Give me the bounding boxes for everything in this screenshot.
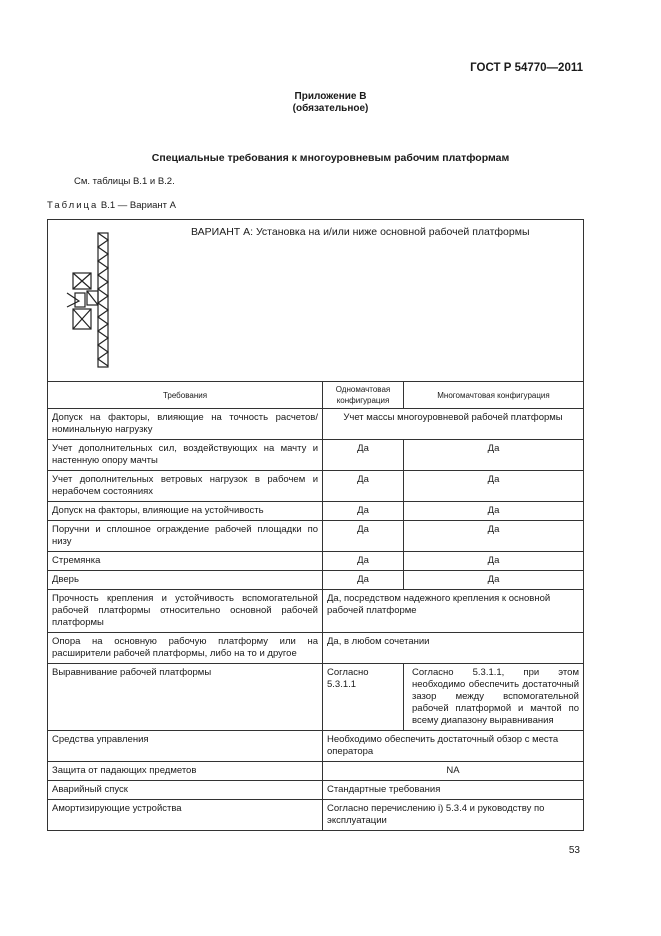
merged-value-cell: Да, посредством надежного крепления к основной рабочей платформе: [323, 590, 584, 633]
requirement-cell: Учет дополнительных сил, воздействующих на мачту и настенную опору мачты: [48, 440, 323, 471]
table-row: [48, 521, 584, 552]
single-mast-cell: Согласно 5.3.1.1: [323, 664, 404, 731]
table-caption-label: Таблица: [47, 200, 99, 211]
merged-value-cell: Согласно перечислению i) 5.3.4 и руководству по эксплуатации: [323, 800, 584, 831]
table-row: [48, 440, 584, 471]
merged-value-cell: Да, в любом сочетании: [323, 633, 584, 664]
requirement-cell: Аварийный спуск: [48, 781, 323, 800]
single-mast-cell: Да: [323, 502, 404, 521]
table-row: [48, 781, 584, 800]
multi-mast-cell: Да: [404, 471, 584, 502]
annex-title: Приложение В: [294, 91, 367, 102]
requirement-cell: Допуск на факторы, влияющие на устойчивость: [48, 502, 323, 521]
table-row: [48, 409, 584, 440]
requirement-cell: Прочность крепления и устойчивость вспомогательной рабочей платформы относительно основной рабочей платформы: [48, 590, 323, 633]
requirement-cell: Защита от падающих предметов: [48, 762, 323, 781]
requirement-cell: Стремянка: [48, 552, 323, 571]
table-caption-number: В.1: [100, 200, 116, 211]
table-row: [48, 571, 584, 590]
requirement-cell: Дверь: [48, 571, 323, 590]
table-row: [48, 664, 584, 731]
table-row: [48, 552, 584, 571]
variant-cell: [48, 220, 584, 382]
table-row: [48, 633, 584, 664]
annex-heading: [0, 91, 661, 115]
multi-mast-cell: Согласно 5.3.1.1, при этом необходимо обеспечить достаточный зазор между вспомогательной рабочей платформой и мачтой по всему диапазону выравнивания: [404, 664, 584, 731]
single-mast-cell: Да: [323, 552, 404, 571]
requirements-table: [47, 219, 584, 831]
merged-value-cell: Учет массы многоуровневой рабочей платформы: [323, 409, 584, 440]
merged-value-cell: Стандартные требования: [323, 781, 584, 800]
table-row: [48, 762, 584, 781]
platform-diagram: [63, 231, 143, 371]
annex-status: (обязательное): [292, 103, 369, 114]
merged-value-cell: NA: [323, 762, 584, 781]
standard-number: ГОСТ Р 54770—2011: [470, 62, 583, 74]
section-heading: Специальные требования к многоуровневым рабочим платформам: [151, 152, 510, 164]
page-number: 53: [568, 845, 580, 856]
table-caption: [47, 200, 176, 211]
col-header-requirements: Требования: [48, 382, 323, 409]
requirement-cell: Поручни и сплошное ограждение рабочей площадки по низу: [48, 521, 323, 552]
multi-mast-cell: Да: [404, 440, 584, 471]
requirement-cell: Выравнивание рабочей платформы: [48, 664, 323, 731]
requirement-cell: Амортизирующие устройства: [48, 800, 323, 831]
table-row: [48, 731, 584, 762]
single-mast-cell: Да: [323, 440, 404, 471]
table-caption-title: — Вариант А: [117, 200, 177, 211]
requirement-cell: Допуск на факторы, влияющие на точность расчетов/номинальную нагрузку: [48, 409, 323, 440]
multi-mast-cell: Да: [404, 571, 584, 590]
single-mast-cell: Да: [323, 521, 404, 552]
table-row: [48, 502, 584, 521]
see-tables-note: См. таблицы В.1 и В.2.: [74, 176, 175, 187]
col-header-single-mast: Одномачтовая конфигурация: [323, 382, 404, 409]
single-mast-cell: Да: [323, 571, 404, 590]
table-row: [48, 800, 584, 831]
requirement-cell: Опора на основную рабочую платформу или на расширители рабочей платформы, либо на то и другое: [48, 633, 323, 664]
multi-mast-cell: Да: [404, 521, 584, 552]
table-row: [48, 471, 584, 502]
requirement-cell: Учет дополнительных ветровых нагрузок в рабочем и нерабочем состояниях: [48, 471, 323, 502]
col-header-multi-mast: Многомачтовая конфигурация: [404, 382, 584, 409]
variant-title: ВАРИАНТ А: Установка на и/или ниже основной рабочей платформы: [191, 226, 530, 238]
requirement-cell: Средства управления: [48, 731, 323, 762]
single-mast-cell: Да: [323, 471, 404, 502]
multi-mast-cell: Да: [404, 552, 584, 571]
table-row: [48, 590, 584, 633]
merged-value-cell: Необходимо обеспечить достаточный обзор с места оператора: [323, 731, 584, 762]
multi-mast-cell: Да: [404, 502, 584, 521]
